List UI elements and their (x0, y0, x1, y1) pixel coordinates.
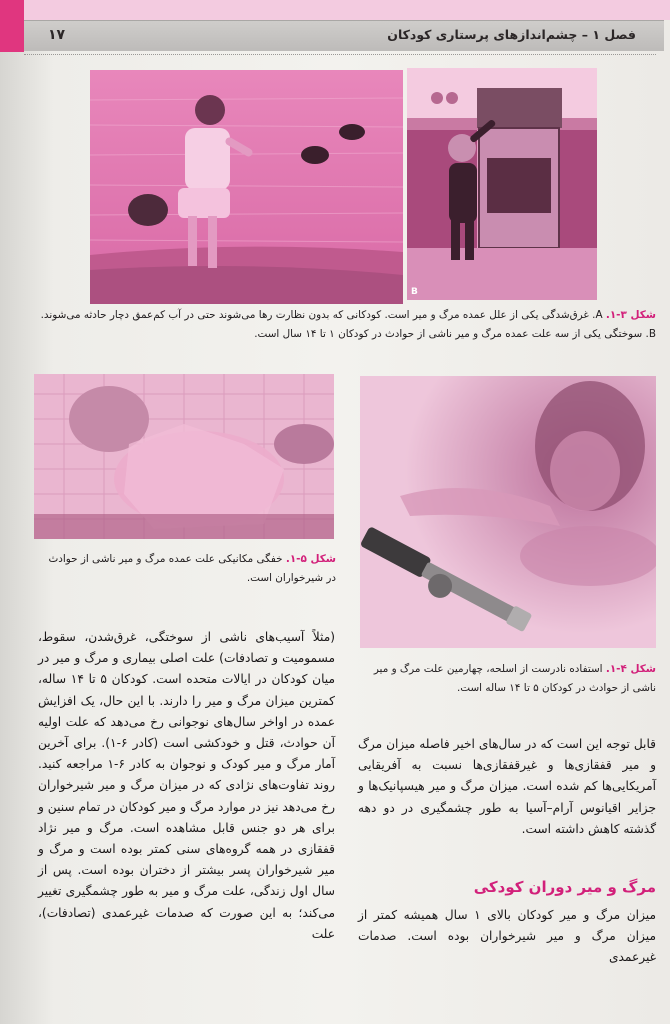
figure-caption-5-1 (40, 550, 336, 588)
top-color-strip (0, 0, 670, 20)
page-number: ۱۷ (48, 27, 66, 43)
figure-text-3-1: A. غرق‌شدگی یکی از علل عمده مرگ و میر است. کودکانی که بدون نظارت رها می‌شوند حتی در آب کم‌عمق دچار حادثه می‌شوند. B. سوختگی یکی از سه علت عمده مرگ و میر ناشی از حوادث در کودکان ۱ تا ۱۴ سال است. (40, 309, 656, 340)
running-header (24, 20, 664, 51)
section-paragraph: میزان مرگ و میر کودکان بالای ۱ سال همیشه کمتر از میزان مرگ و میر شیرخواران بوده است. صدمات غیرعمدی (358, 908, 657, 965)
figure-label-4-1: شکل ۴-۱. (605, 663, 656, 675)
figure-caption-3-1 (40, 306, 656, 344)
figure-label-5-1: شکل ۵-۱. (285, 553, 336, 565)
chapter-tab-marker (0, 0, 24, 52)
figure-label-3-1: شکل ۳-۱. (605, 309, 656, 321)
photo-child-reaching-gun (360, 376, 656, 648)
panel-letter-b: B (411, 287, 418, 297)
figure-text-5-1: خفگی مکانیکی علت عمده مرگ و میر ناشی از حوادث در شیرخواران است. (48, 553, 336, 584)
body-paragraph-left: (مثلاً آسیب‌های ناشی از سوختگی، غرق‌شدن، سقوط، مسمومیت و تصادفات) علت اصلی بیماری و مرگ و میر در میان کودکان در ایالات متحده است. کودکان ۵ تا ۱۴ ساله، کمترین میزان مرگ و میر را دارند. با این حال، یک افزایش عمده در اواخر سال‌های نوجوانی رخ می‌دهد که علت اولیه آن حوادث، قتل و خودکشی است (کادر ۶-۱). برای آخرین آمار مرگ و میر کودک و نوجوان به کادر ۶-۱ مراجعه کنید. روند تفاوت‌های نژادی که در میزان مرگ و میر شیرخواران رخ می‌دهد نیز در موارد مرگ و میر کودکان در تمام سنین و برای هر دو جنس قابل مشاهده است. مرگ و میر نژاد قفقازی در همه گروه‌های سنی کمتر بوده است و مرگ و میر شیرخواران پسر بیشتر از دختران بوده است. پس از سال اول زندگی، علت مرگ و میر به طور چشمگیری تغییر می‌کند؛ به این صورت که صدمات غیرعمدی (تصادفات)، علت (38, 630, 336, 941)
section-heading-childhood-mortality: مرگ و میر دوران کودکی (473, 878, 656, 896)
header-divider (24, 54, 656, 55)
figure-text-4-1: استفاده نادرست از اسلحه، چهارمین علت مرگ و میر ناشی از حوادث در کودکان ۵ تا ۱۴ ساله است. (373, 663, 656, 694)
photo-infant-suffocation (34, 374, 334, 539)
chapter-title: فصل ۱ – چشم‌اندازهای پرستاری کودکان (387, 27, 636, 42)
body-paragraph-right: قابل توجه این است که در سال‌های اخیر فاصله میزان مرگ و میر قفقازی‌ها و غیرقفقازی‌ها نسبت به آفریقایی آمریکایی‌ها کم شده است. میزان مرگ و میر هیسپانیک‌ها و جزایر اقیانوس آرام–آسیا به طور چشمگیری در دو دهه گذشته کاهش داشته است. (358, 737, 656, 836)
figure-caption-4-1 (360, 660, 656, 698)
photo-burn-child-stove (407, 68, 597, 300)
photo-drowning-child-lake (90, 70, 403, 304)
